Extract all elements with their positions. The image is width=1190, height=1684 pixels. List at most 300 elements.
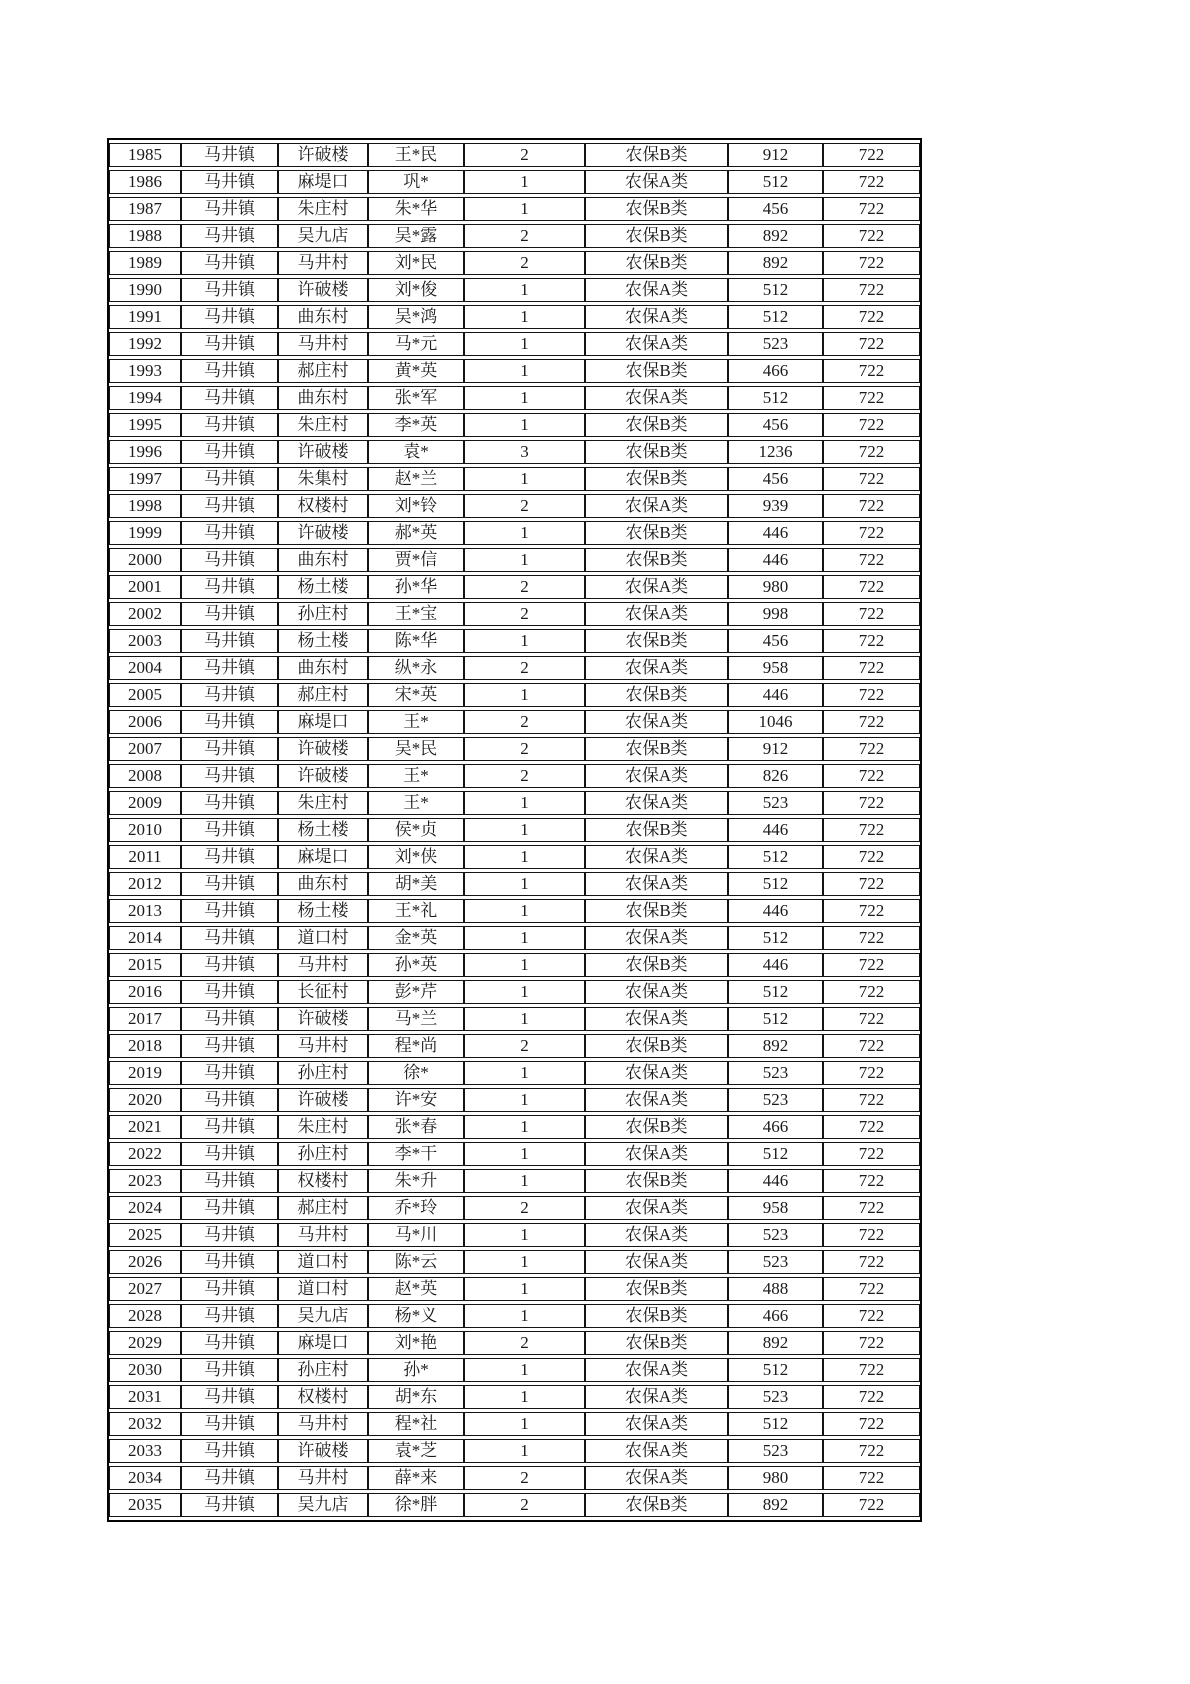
cell-person-count: 1	[464, 683, 585, 707]
cell-person-count: 1	[464, 278, 585, 302]
cell-town: 马井镇	[181, 1331, 278, 1355]
cell-person-count: 1	[464, 1385, 585, 1409]
cell-amount: 826	[728, 764, 823, 788]
insurance-records-table	[109, 140, 920, 1520]
cell-person-name: 黄*英	[368, 359, 464, 383]
cell-town: 马井镇	[181, 278, 278, 302]
cell-insurance-category: 农保B类	[585, 1304, 728, 1328]
cell-village: 许破楼	[278, 440, 368, 464]
table-row	[109, 602, 920, 626]
cell-sequence-number: 2016	[109, 980, 181, 1004]
cell-person-name: 王*	[368, 710, 464, 734]
cell-code: 722	[823, 1007, 920, 1031]
cell-amount: 523	[728, 1439, 823, 1463]
cell-person-count: 1	[464, 1115, 585, 1139]
cell-village: 郝庄村	[278, 1196, 368, 1220]
cell-village: 郝庄村	[278, 359, 368, 383]
cell-code: 722	[823, 1331, 920, 1355]
cell-code: 722	[823, 1466, 920, 1490]
cell-sequence-number: 2021	[109, 1115, 181, 1139]
cell-code: 722	[823, 764, 920, 788]
table-row	[109, 953, 920, 977]
cell-person-count: 2	[464, 143, 585, 167]
cell-person-count: 1	[464, 899, 585, 923]
cell-code: 722	[823, 791, 920, 815]
cell-person-name: 陈*华	[368, 629, 464, 653]
cell-village: 朱庄村	[278, 197, 368, 221]
cell-code: 722	[823, 899, 920, 923]
table-row	[109, 1115, 920, 1139]
cell-amount: 512	[728, 926, 823, 950]
cell-person-name: 刘*铃	[368, 494, 464, 518]
cell-village: 权楼村	[278, 1385, 368, 1409]
cell-sequence-number: 2015	[109, 953, 181, 977]
table-row	[109, 197, 920, 221]
cell-sequence-number: 2031	[109, 1385, 181, 1409]
cell-person-name: 乔*玲	[368, 1196, 464, 1220]
cell-sequence-number: 2033	[109, 1439, 181, 1463]
cell-person-name: 赵*英	[368, 1277, 464, 1301]
table-row	[109, 710, 920, 734]
cell-sequence-number: 2007	[109, 737, 181, 761]
cell-insurance-category: 农保B类	[585, 683, 728, 707]
cell-village: 杨土楼	[278, 575, 368, 599]
table-row	[109, 440, 920, 464]
cell-person-count: 2	[464, 1493, 585, 1517]
cell-sequence-number: 2011	[109, 845, 181, 869]
cell-person-count: 2	[464, 710, 585, 734]
cell-code: 722	[823, 359, 920, 383]
cell-amount: 912	[728, 143, 823, 167]
cell-town: 马井镇	[181, 656, 278, 680]
cell-code: 722	[823, 413, 920, 437]
cell-amount: 892	[728, 1034, 823, 1058]
cell-village: 吴九店	[278, 1304, 368, 1328]
cell-code: 722	[823, 575, 920, 599]
cell-town: 马井镇	[181, 1250, 278, 1274]
cell-person-count: 1	[464, 197, 585, 221]
cell-town: 马井镇	[181, 494, 278, 518]
cell-insurance-category: 农保A类	[585, 656, 728, 680]
cell-town: 马井镇	[181, 548, 278, 572]
cell-village: 杨土楼	[278, 818, 368, 842]
cell-person-name: 王*	[368, 791, 464, 815]
cell-insurance-category: 农保B类	[585, 737, 728, 761]
cell-person-name: 程*社	[368, 1412, 464, 1436]
cell-sequence-number: 1987	[109, 197, 181, 221]
cell-village: 朱庄村	[278, 413, 368, 437]
cell-village: 孙庄村	[278, 1142, 368, 1166]
table-row	[109, 791, 920, 815]
cell-insurance-category: 农保B类	[585, 143, 728, 167]
cell-sequence-number: 2018	[109, 1034, 181, 1058]
table-row	[109, 224, 920, 248]
cell-person-name: 金*英	[368, 926, 464, 950]
cell-person-name: 吴*民	[368, 737, 464, 761]
table-row	[109, 1169, 920, 1193]
table-row	[109, 818, 920, 842]
cell-sequence-number: 1986	[109, 170, 181, 194]
cell-person-count: 1	[464, 1304, 585, 1328]
cell-person-count: 1	[464, 845, 585, 869]
cell-person-count: 1	[464, 1223, 585, 1247]
cell-town: 马井镇	[181, 926, 278, 950]
cell-village: 曲东村	[278, 656, 368, 680]
cell-insurance-category: 农保B类	[585, 521, 728, 545]
cell-amount: 512	[728, 1358, 823, 1382]
cell-person-name: 朱*华	[368, 197, 464, 221]
table-row	[109, 980, 920, 1004]
cell-village: 麻堤口	[278, 845, 368, 869]
cell-amount: 523	[728, 1250, 823, 1274]
cell-amount: 446	[728, 1169, 823, 1193]
cell-person-count: 1	[464, 953, 585, 977]
cell-village: 道口村	[278, 926, 368, 950]
cell-insurance-category: 农保B类	[585, 251, 728, 275]
cell-amount: 512	[728, 1007, 823, 1031]
cell-sequence-number: 1994	[109, 386, 181, 410]
cell-town: 马井镇	[181, 413, 278, 437]
cell-sequence-number: 2009	[109, 791, 181, 815]
cell-amount: 980	[728, 1466, 823, 1490]
cell-person-name: 孙*	[368, 1358, 464, 1382]
cell-town: 马井镇	[181, 1007, 278, 1031]
cell-town: 马井镇	[181, 791, 278, 815]
cell-village: 马井村	[278, 1412, 368, 1436]
cell-village: 杨土楼	[278, 629, 368, 653]
table-row	[109, 1466, 920, 1490]
cell-sequence-number: 2006	[109, 710, 181, 734]
table-row	[109, 1277, 920, 1301]
cell-amount: 939	[728, 494, 823, 518]
cell-town: 马井镇	[181, 1412, 278, 1436]
cell-person-count: 1	[464, 1412, 585, 1436]
cell-insurance-category: 农保A类	[585, 845, 728, 869]
cell-town: 马井镇	[181, 899, 278, 923]
cell-village: 许破楼	[278, 764, 368, 788]
cell-code: 722	[823, 143, 920, 167]
cell-sequence-number: 2017	[109, 1007, 181, 1031]
cell-sequence-number: 2004	[109, 656, 181, 680]
cell-person-count: 1	[464, 548, 585, 572]
cell-village: 麻堤口	[278, 170, 368, 194]
cell-person-name: 刘*侠	[368, 845, 464, 869]
cell-village: 长征村	[278, 980, 368, 1004]
cell-code: 722	[823, 629, 920, 653]
cell-insurance-category: 农保A类	[585, 1358, 728, 1382]
cell-person-count: 1	[464, 872, 585, 896]
cell-person-count: 1	[464, 1250, 585, 1274]
cell-village: 曲东村	[278, 548, 368, 572]
cell-person-count: 1	[464, 170, 585, 194]
cell-person-name: 王*	[368, 764, 464, 788]
cell-person-count: 2	[464, 1331, 585, 1355]
cell-town: 马井镇	[181, 818, 278, 842]
cell-sequence-number: 2022	[109, 1142, 181, 1166]
cell-person-name: 刘*艳	[368, 1331, 464, 1355]
cell-insurance-category: 农保B类	[585, 1493, 728, 1517]
cell-code: 722	[823, 1385, 920, 1409]
cell-village: 杨土楼	[278, 899, 368, 923]
cell-village: 曲东村	[278, 386, 368, 410]
cell-sequence-number: 1989	[109, 251, 181, 275]
cell-sequence-number: 2020	[109, 1088, 181, 1112]
cell-code: 722	[823, 953, 920, 977]
cell-town: 马井镇	[181, 251, 278, 275]
cell-amount: 512	[728, 845, 823, 869]
cell-person-name: 胡*美	[368, 872, 464, 896]
cell-amount: 512	[728, 872, 823, 896]
cell-code: 722	[823, 1142, 920, 1166]
cell-code: 722	[823, 1493, 920, 1517]
cell-person-name: 贾*信	[368, 548, 464, 572]
cell-person-name: 纵*永	[368, 656, 464, 680]
cell-amount: 446	[728, 899, 823, 923]
cell-code: 722	[823, 1439, 920, 1463]
cell-village: 郝庄村	[278, 683, 368, 707]
table-row	[109, 1007, 920, 1031]
cell-person-count: 2	[464, 1466, 585, 1490]
cell-sequence-number: 2032	[109, 1412, 181, 1436]
cell-town: 马井镇	[181, 467, 278, 491]
cell-village: 马井村	[278, 1034, 368, 1058]
cell-sequence-number: 1993	[109, 359, 181, 383]
cell-sequence-number: 2000	[109, 548, 181, 572]
cell-amount: 512	[728, 170, 823, 194]
cell-village: 麻堤口	[278, 1331, 368, 1355]
cell-insurance-category: 农保A类	[585, 980, 728, 1004]
cell-code: 722	[823, 278, 920, 302]
cell-sequence-number: 1998	[109, 494, 181, 518]
cell-code: 722	[823, 1034, 920, 1058]
cell-village: 马井村	[278, 251, 368, 275]
cell-amount: 892	[728, 1331, 823, 1355]
cell-person-name: 李*干	[368, 1142, 464, 1166]
cell-amount: 912	[728, 737, 823, 761]
cell-village: 许破楼	[278, 521, 368, 545]
cell-person-name: 王*礼	[368, 899, 464, 923]
cell-person-name: 杨*义	[368, 1304, 464, 1328]
table-row	[109, 521, 920, 545]
cell-insurance-category: 农保A类	[585, 1439, 728, 1463]
cell-person-count: 1	[464, 926, 585, 950]
cell-amount: 488	[728, 1277, 823, 1301]
cell-town: 马井镇	[181, 1142, 278, 1166]
cell-person-name: 刘*俊	[368, 278, 464, 302]
cell-insurance-category: 农保A类	[585, 1250, 728, 1274]
cell-code: 722	[823, 926, 920, 950]
cell-village: 朱集村	[278, 467, 368, 491]
cell-amount: 456	[728, 413, 823, 437]
cell-person-name: 彭*芹	[368, 980, 464, 1004]
cell-village: 朱庄村	[278, 791, 368, 815]
cell-insurance-category: 农保A类	[585, 1412, 728, 1436]
cell-insurance-category: 农保B类	[585, 899, 728, 923]
cell-code: 722	[823, 602, 920, 626]
cell-person-name: 许*安	[368, 1088, 464, 1112]
cell-code: 722	[823, 521, 920, 545]
cell-code: 722	[823, 1358, 920, 1382]
cell-insurance-category: 农保B类	[585, 548, 728, 572]
cell-sequence-number: 1985	[109, 143, 181, 167]
cell-town: 马井镇	[181, 629, 278, 653]
cell-person-count: 1	[464, 386, 585, 410]
cell-code: 722	[823, 710, 920, 734]
table-row	[109, 1358, 920, 1382]
cell-amount: 512	[728, 278, 823, 302]
cell-amount: 892	[728, 251, 823, 275]
cell-town: 马井镇	[181, 737, 278, 761]
cell-person-name: 孙*华	[368, 575, 464, 599]
table-row	[109, 575, 920, 599]
cell-person-count: 1	[464, 1142, 585, 1166]
cell-amount: 892	[728, 224, 823, 248]
cell-code: 722	[823, 1169, 920, 1193]
cell-person-count: 2	[464, 494, 585, 518]
cell-village: 孙庄村	[278, 1061, 368, 1085]
cell-code: 722	[823, 1250, 920, 1274]
cell-person-name: 马*兰	[368, 1007, 464, 1031]
cell-code: 722	[823, 1196, 920, 1220]
cell-town: 马井镇	[181, 980, 278, 1004]
cell-town: 马井镇	[181, 170, 278, 194]
table-row	[109, 1385, 920, 1409]
cell-village: 道口村	[278, 1277, 368, 1301]
cell-town: 马井镇	[181, 683, 278, 707]
cell-village: 吴九店	[278, 1493, 368, 1517]
table-row	[109, 386, 920, 410]
cell-town: 马井镇	[181, 386, 278, 410]
cell-person-count: 2	[464, 224, 585, 248]
cell-town: 马井镇	[181, 1277, 278, 1301]
cell-insurance-category: 农保A类	[585, 332, 728, 356]
cell-insurance-category: 农保B类	[585, 224, 728, 248]
cell-insurance-category: 农保A类	[585, 791, 728, 815]
cell-village: 马井村	[278, 1223, 368, 1247]
cell-town: 马井镇	[181, 1493, 278, 1517]
cell-insurance-category: 农保A类	[585, 1466, 728, 1490]
cell-person-count: 1	[464, 305, 585, 329]
cell-amount: 456	[728, 197, 823, 221]
cell-code: 722	[823, 467, 920, 491]
cell-insurance-category: 农保A类	[585, 278, 728, 302]
cell-code: 722	[823, 1088, 920, 1112]
cell-person-name: 王*民	[368, 143, 464, 167]
table-row	[109, 1304, 920, 1328]
cell-insurance-category: 农保B类	[585, 953, 728, 977]
cell-sequence-number: 2001	[109, 575, 181, 599]
cell-insurance-category: 农保B类	[585, 1034, 728, 1058]
cell-town: 马井镇	[181, 143, 278, 167]
cell-sequence-number: 2010	[109, 818, 181, 842]
cell-insurance-category: 农保A类	[585, 170, 728, 194]
cell-town: 马井镇	[181, 1466, 278, 1490]
cell-amount: 523	[728, 1088, 823, 1112]
cell-amount: 980	[728, 575, 823, 599]
cell-person-count: 1	[464, 1439, 585, 1463]
cell-amount: 1046	[728, 710, 823, 734]
cell-village: 权楼村	[278, 494, 368, 518]
cell-person-count: 1	[464, 332, 585, 356]
cell-person-name: 马*元	[368, 332, 464, 356]
table-row	[109, 467, 920, 491]
cell-sequence-number: 1999	[109, 521, 181, 545]
cell-town: 马井镇	[181, 305, 278, 329]
cell-person-count: 1	[464, 791, 585, 815]
cell-person-count: 2	[464, 737, 585, 761]
cell-sequence-number: 2025	[109, 1223, 181, 1247]
cell-code: 722	[823, 737, 920, 761]
cell-sequence-number: 1991	[109, 305, 181, 329]
cell-amount: 456	[728, 629, 823, 653]
cell-town: 马井镇	[181, 602, 278, 626]
cell-code: 722	[823, 1061, 920, 1085]
cell-person-name: 侯*贞	[368, 818, 464, 842]
cell-amount: 446	[728, 548, 823, 572]
cell-insurance-category: 农保A类	[585, 1223, 728, 1247]
cell-village: 曲东村	[278, 872, 368, 896]
cell-amount: 512	[728, 305, 823, 329]
cell-town: 马井镇	[181, 953, 278, 977]
cell-sequence-number: 1992	[109, 332, 181, 356]
cell-village: 马井村	[278, 953, 368, 977]
cell-village: 许破楼	[278, 1007, 368, 1031]
cell-person-name: 李*英	[368, 413, 464, 437]
cell-sequence-number: 1990	[109, 278, 181, 302]
cell-amount: 523	[728, 332, 823, 356]
table-row	[109, 494, 920, 518]
cell-person-name: 吴*露	[368, 224, 464, 248]
cell-insurance-category: 农保A类	[585, 602, 728, 626]
cell-amount: 456	[728, 467, 823, 491]
cell-code: 722	[823, 1115, 920, 1139]
cell-amount: 466	[728, 1115, 823, 1139]
cell-person-name: 马*川	[368, 1223, 464, 1247]
cell-sequence-number: 2034	[109, 1466, 181, 1490]
table-row	[109, 872, 920, 896]
cell-person-count: 2	[464, 656, 585, 680]
cell-town: 马井镇	[181, 575, 278, 599]
cell-town: 马井镇	[181, 710, 278, 734]
table-row	[109, 1412, 920, 1436]
cell-insurance-category: 农保A类	[585, 1007, 728, 1031]
cell-person-name: 巩*	[368, 170, 464, 194]
cell-amount: 1236	[728, 440, 823, 464]
cell-code: 722	[823, 548, 920, 572]
cell-town: 马井镇	[181, 872, 278, 896]
table-row	[109, 332, 920, 356]
cell-person-name: 赵*兰	[368, 467, 464, 491]
cell-insurance-category: 农保A类	[585, 1196, 728, 1220]
table-row	[109, 656, 920, 680]
cell-person-count: 1	[464, 521, 585, 545]
cell-person-name: 刘*民	[368, 251, 464, 275]
cell-sequence-number: 2027	[109, 1277, 181, 1301]
cell-insurance-category: 农保A类	[585, 305, 728, 329]
cell-insurance-category: 农保A类	[585, 494, 728, 518]
cell-insurance-category: 农保A类	[585, 1061, 728, 1085]
table-row	[109, 1331, 920, 1355]
cell-village: 许破楼	[278, 278, 368, 302]
cell-person-count: 1	[464, 1169, 585, 1193]
cell-person-name: 胡*东	[368, 1385, 464, 1409]
records-table-container	[107, 138, 922, 1522]
table-row	[109, 251, 920, 275]
cell-village: 马井村	[278, 1466, 368, 1490]
table-row	[109, 629, 920, 653]
cell-code: 722	[823, 683, 920, 707]
cell-town: 马井镇	[181, 1061, 278, 1085]
